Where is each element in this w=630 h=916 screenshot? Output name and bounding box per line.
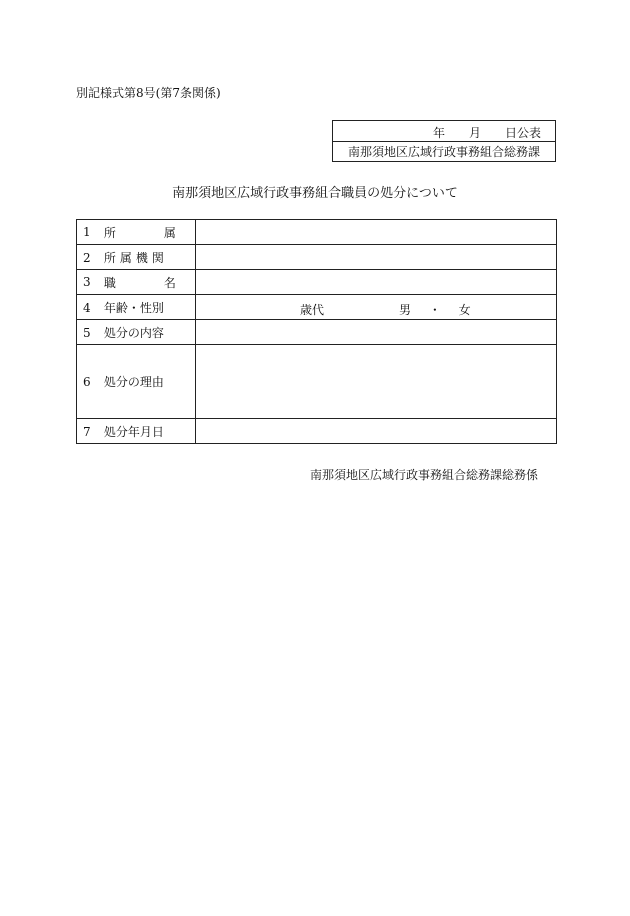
document-title: 南那須地区広域行政事務組合職員の処分について xyxy=(172,186,458,201)
row-label-affiliation xyxy=(77,220,196,245)
row-label-department xyxy=(77,245,196,270)
table-row xyxy=(77,270,557,295)
row-number: 7 xyxy=(83,424,91,439)
age-sex-field[interactable] xyxy=(196,295,557,320)
row-label: 所属機関 xyxy=(103,250,168,265)
row-label-content xyxy=(77,320,196,345)
form-number: 別記様式第8号(第7条関係) xyxy=(76,86,221,100)
table-row xyxy=(77,295,557,320)
row-label: 処分の理由 xyxy=(103,375,164,389)
footer-office: 南那須地区広域行政事務組合総務課総務係 xyxy=(309,468,538,482)
row-label-position xyxy=(77,270,196,295)
row-label-reason xyxy=(77,345,196,419)
table-row xyxy=(77,320,557,345)
disciplinary-info-table xyxy=(76,219,557,444)
row-label-age-sex xyxy=(77,295,196,320)
publishing-office: 南那須地区広域行政事務組合総務課 xyxy=(347,145,540,159)
publish-day-label: 日公表 xyxy=(505,126,542,140)
row-number: 6 xyxy=(83,375,91,389)
table-row xyxy=(77,419,557,444)
row-label: 年齢・性別 xyxy=(103,300,164,315)
age-suffix: 歳代 xyxy=(300,303,325,317)
row-number: 1 xyxy=(83,224,91,239)
publication-date-row xyxy=(333,121,555,142)
disciplinary-date-field[interactable] xyxy=(196,419,557,444)
department-field[interactable] xyxy=(196,245,557,270)
publication-box xyxy=(332,120,556,162)
year-label: 年 xyxy=(433,126,446,140)
row-label-date xyxy=(77,419,196,444)
month-label: 月 xyxy=(469,126,482,140)
row-number: 4 xyxy=(83,300,91,315)
row-number: 2 xyxy=(83,250,91,265)
table-row xyxy=(77,245,557,270)
row-label: 職 名 xyxy=(103,275,176,290)
table-row xyxy=(77,220,557,245)
table-row xyxy=(77,345,557,419)
disciplinary-content-field[interactable] xyxy=(196,320,557,345)
row-label: 処分の内容 xyxy=(103,325,164,340)
row-number: 3 xyxy=(83,274,91,289)
disciplinary-reason-field[interactable] xyxy=(196,345,557,419)
affiliation-field[interactable] xyxy=(196,220,557,245)
row-label: 所 属 xyxy=(103,225,176,240)
sex-options: 男 ・ 女 xyxy=(399,303,471,317)
position-field[interactable] xyxy=(196,270,557,295)
row-number: 5 xyxy=(83,325,91,340)
row-label: 処分年月日 xyxy=(103,424,164,439)
